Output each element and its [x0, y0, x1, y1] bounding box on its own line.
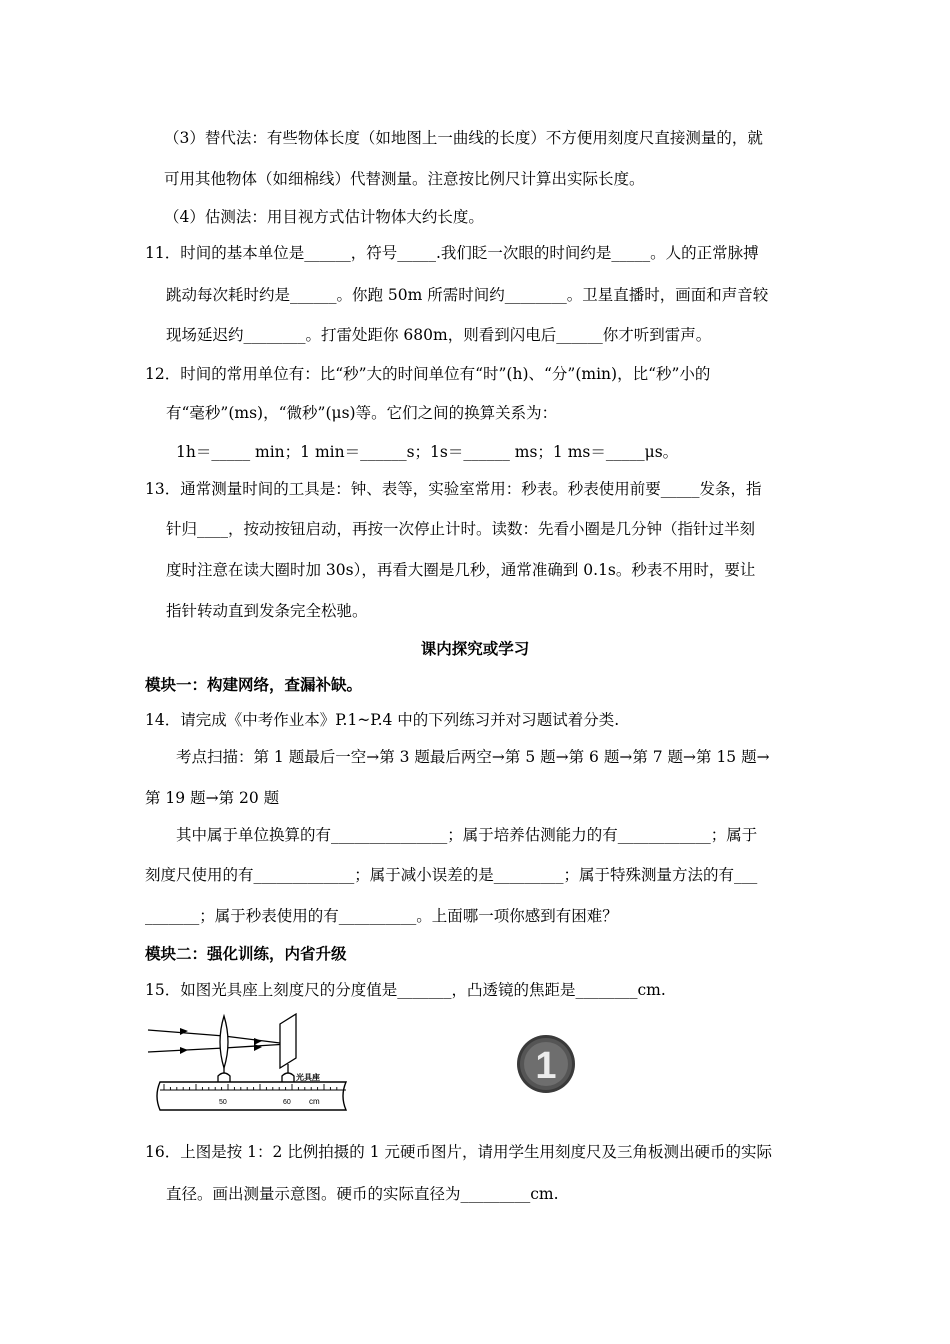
question-16: 16．上图是按 1：2 比例拍摄的 1 元硬币图片，请用学生用刻度尺及三角板测出硬币的实际	[145, 1143, 773, 1161]
section-title: 课内探究或学习	[420, 640, 530, 658]
question-11: 11．时间的基本单位是______，符号_____.我们眨一次眼的时间约是_____。人的正常脉搏	[145, 244, 759, 262]
coin-figure	[515, 1033, 577, 1095]
lens-stand	[218, 1073, 230, 1082]
text-line: 针归____，按动按钮启动，再按一次停止计时。读数：先看小圈是几分钟（指针过半刻	[166, 520, 756, 538]
question-14: 14．请完成《中考作业本》P.1~P.4 中的下列练习并对习题试着分类.	[145, 711, 620, 729]
text-line: 有“毫秒”(ms)，“微秒”(μs)等。它们之间的换算关系为：	[166, 404, 558, 422]
text-line: 跳动每次耗时约是______。你跑 50m 所需时间约________。卫星直播时，画面和声音较	[166, 286, 769, 304]
text-line: 其中属于单位换算的有_______________；属于培养估测能力的有____________；属于	[176, 826, 758, 844]
text-line: 现场延迟约________。打雷处距你 680m，则看到闪电后______你才听到雷声。	[166, 326, 712, 344]
tick-label-60: 60	[283, 1099, 291, 1106]
text-line: 指针转动直到发条完全松驰。	[166, 602, 368, 620]
light-screen	[280, 1014, 296, 1068]
text-line: 刻度尺使用的有_____________；属于减小误差的是_________；属于特殊测量方法的有___	[145, 866, 758, 884]
text-line: 度时注意在读大圈时加 30s），再看大圈是几秒，通常准确到 0.1s。秒表不用时，要让	[166, 561, 756, 579]
text-line: （4）估测法：用目视方式估计物体大约长度。	[164, 208, 484, 226]
convex-lens	[220, 1016, 228, 1068]
coin-numeral: 1	[535, 1045, 557, 1087]
question-15: 15．如图光具座上刻度尺的分度值是_______，凸透镜的焦距是________cm.	[145, 981, 666, 999]
text-line: 考点扫描：第 1 题最后一空→第 3 题最后两空→第 5 题→第 6 题→第 7 题→第 15 题→	[176, 748, 770, 766]
question-12: 12．时间的常用单位有：比“秒”大的时间单位有“时”(h)、“分”(min)，比“秒”小的	[145, 365, 711, 383]
conversion-line: 1h＝_____ min；1 min＝______s；1s＝______ ms；1 ms＝_____μs。	[176, 443, 679, 461]
text-line: _______；属于秒表使用的有__________。上面哪一项你感到有困难？	[145, 907, 618, 925]
module-2-heading: 模块二：强化训练，内省升级	[145, 945, 347, 963]
unit-label: cm	[309, 1097, 320, 1106]
arrow-icon	[254, 1038, 262, 1045]
optical-bench-figure	[140, 1010, 355, 1118]
module-1-heading: 模块一：构建网络，查漏补缺。	[145, 676, 363, 694]
text-line: 直径。画出测量示意图。硬币的实际直径为_________cm.	[166, 1185, 559, 1203]
bench-label: 光具座	[296, 1073, 320, 1082]
text-line: 第 19 题→第 20 题	[145, 789, 280, 807]
screen-stand	[282, 1073, 294, 1082]
question-13: 13．通常测量时间的工具是：钟、表等，实验室常用：秒表。秒表使用前要_____发条，指	[145, 480, 762, 498]
arrow-icon	[180, 1028, 188, 1035]
text-line: （3）替代法：有些物体长度（如地图上一曲线的长度）不方便用刻度尺直接测量的，就	[164, 129, 763, 147]
text-line: 可用其他物体（如细棉线）代替测量。注意按比例尺计算出实际长度。	[164, 170, 645, 188]
arrow-icon	[180, 1047, 188, 1054]
tick-label-50: 50	[219, 1099, 227, 1106]
